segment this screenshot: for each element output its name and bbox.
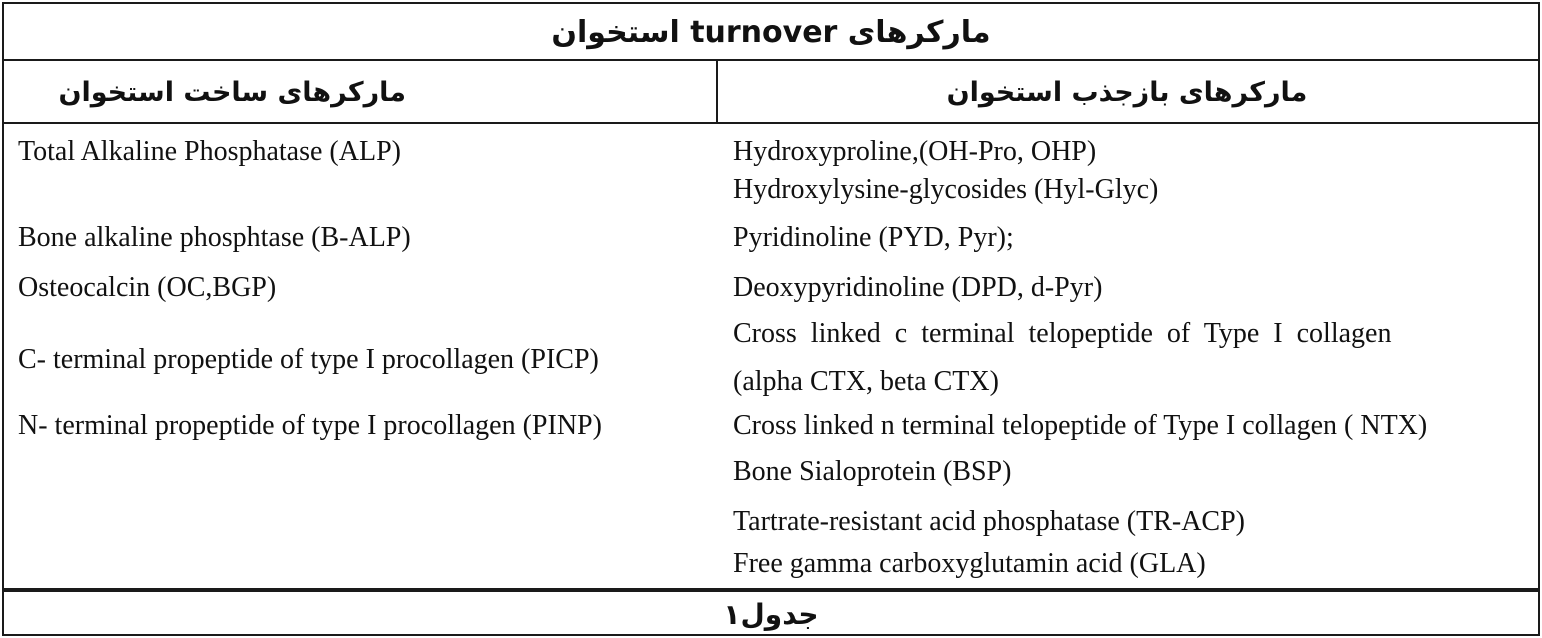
table-caption	[4, 594, 1538, 634]
resorption-marker: Hydroxylysine-glycosides (Hyl-Glyc)	[733, 174, 1159, 205]
resorption-marker: Cross linked c terminal telopeptide of Type I collagen	[733, 318, 1392, 349]
formation-marker: Bone alkaline phosphtase (B-ALP)	[18, 222, 411, 253]
resorption-marker: Hydroxyproline,(OH-Pro, OHP)	[733, 136, 1097, 167]
resorption-marker: Pyridinoline (PYD, Pyr);	[733, 222, 1014, 253]
table-caption-text: جدول۱	[723, 597, 819, 631]
resorption-marker: Bone Sialoprotein (BSP)	[733, 456, 1012, 487]
table-title-text: مارکرهای turnover استخوان	[551, 15, 991, 50]
resorption-marker: Free gamma carboxyglutamin acid (GLA)	[733, 548, 1206, 579]
formation-marker: Total Alkaline Phosphatase (ALP)	[18, 136, 401, 167]
formation-header-text: مارکرهای ساخت استخوان	[58, 77, 406, 108]
markers-table	[2, 2, 1540, 636]
resorption-marker: Deoxypyridinoline (DPD, d-Pyr)	[733, 272, 1103, 303]
formation-marker: N- terminal propeptide of type I procollagen (PINP)	[18, 410, 602, 441]
resorption-marker: Tartrate-resistant acid phosphatase (TR-ACP)	[733, 506, 1245, 537]
formation-marker: Osteocalcin (OC,BGP)	[18, 272, 277, 303]
table-title	[4, 4, 1538, 61]
resorption-header	[718, 61, 1536, 124]
footer-divider	[4, 588, 1538, 592]
resorption-marker: Cross linked n terminal telopeptide of Type I collagen ( NTX)	[733, 410, 1428, 441]
formation-header	[4, 61, 716, 124]
resorption-header-text: مارکرهای بازجذب استخوان	[946, 77, 1308, 108]
formation-marker: C- terminal propeptide of type I procollagen (PICP)	[18, 344, 599, 375]
resorption-marker: (alpha CTX, beta CTX)	[733, 366, 999, 397]
